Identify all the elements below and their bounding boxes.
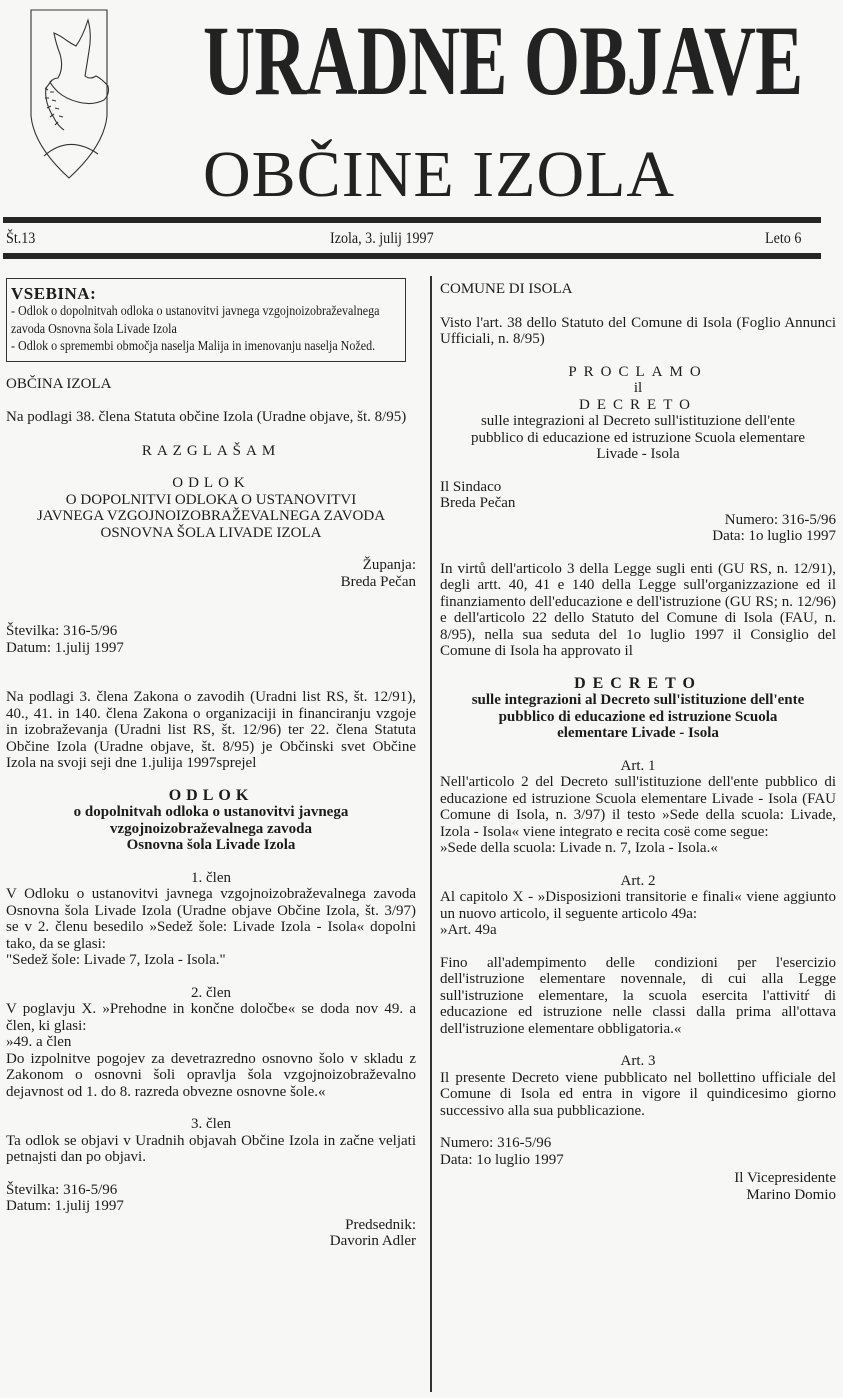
contents-box [6,278,406,362]
preamble-paragraph: Na podlagi 3. člena Zakona o zavodih (Uradni list RS, št. 12/91), 40., 41. in 140. člena Zakona o organizaciji in financiranju vzgoje in izobraževanja (Uradni list RS, št. 12/96) ter 22. člena Statuta Občine Izola (Uradne objave, št. 8/95) je Občinski svet Občine Izola na svoji seji dne 1.julija 1997sprejel [6,689,416,771]
decreto-title-line: Livade - Isola [596,446,680,462]
article-heading: 3. člen [191,1116,231,1132]
reference-number: Numero: 316-5/96 [440,1135,552,1151]
odlok2-title-line: vzgojnoizobraževalnega zavoda [109,820,313,837]
decreto2-title-line: pubblico di educazione ed istruzione Scuola [498,708,778,725]
article-text: Nell'articolo 2 del Decreto sull'istituzione dell'ente pubblico di educazione ed istruzione Scuola elementare Livade - Isola (FAU Comune di Isola, n. 3/97) il testo »Sede della scuola: Livade, Izola - Isola« viene integrato e recita cosë come segue: [440,774,836,840]
proclaim-heading: RAZGLAŠAM [141,442,281,459]
decreto2-heading: DECRETO [574,674,702,692]
article-heading: Art. 3 [620,1053,656,1069]
signatory-role: Il Sindaco [440,478,502,495]
intro-paragraph: Visto l'art. 38 dello Statuto del Comune di Isola (Foglio Annunci Ufficiali, n. 8/95) [440,314,836,347]
reference-number: Numero: 316-5/96 [724,511,836,528]
issue-year: Leto 6 [765,230,802,247]
proclaim-connector: il [633,380,643,396]
masthead-rule-bottom [3,253,821,259]
reference-date: Datum: 1.julij 1997 [6,1198,124,1214]
decreto2-title-line: elementare Livade - Isola [557,725,719,741]
odlok-heading: ODLOK [172,475,250,491]
article-body: Fino all'adempimento delle condizioni per l'esercizio dell'istruzione elementare novennale, di cui alla Legge sull'istruzione elementare, la scuola esercita l'attivitŕ di educazione ed istruzione nelle classi dalla prima all'ottava dell'istruzione elementare obbligatoria.« [440,954,836,1037]
signatory-name: Marino Domio [746,1186,836,1203]
intro-paragraph: Na podlagi 38. člena Statuta občine Izola (Uradne objave, št. 8/95) [6,409,407,425]
dove-with-olive-branch-coat-of-arms-icon [28,6,110,182]
issue-number: Št.13 [6,230,36,247]
contents-item: zavoda Osnovna šola Livade Izola [11,321,177,337]
signatory-name: Davorin Adler [329,1233,416,1249]
decreto-heading: DECRETO [579,396,697,413]
article-heading: Art. 2 [620,872,656,889]
decreto-title-line: pubblico di educazione ed istruzione Scuola elementare [470,429,806,446]
article-subheading: »49. a člen [6,1034,72,1050]
article-subheading: »Art. 49a [440,922,497,938]
reference-number: Številka: 316-5/96 [6,623,118,639]
odlok-title-line: OSNOVNA ŠOLA LIVADE IZOLA [100,524,322,541]
municipality-heading: OBČINA IZOLA [6,375,112,392]
reference-date: Data: 1o luglio 1997 [440,1151,564,1168]
right-column [440,278,836,1203]
signatory-role: Županja: [362,557,416,573]
article-body: Do izpolnitve pogojev za devetrazredno osnovno šolo v skladu z Zakonom o osnovni šoli opravlja šola vzgojnoizobraževalno dejavnost od 1. do 8. razreda obvezne osnovne šole.« [6,1050,416,1100]
article-text: Il presente Decreto viene pubblicato nel bollettino ufficiale del Comune di Isola ed entra in vigore il quindicesimo giorno successivo alla sua pubblicazione. [440,1069,836,1119]
signatory-name: Breda Pečan [340,573,416,590]
decreto2-title-line: sulle integrazioni al Decreto sull'istituzione dell'ente [471,692,805,708]
article-text: V poglavju X. »Prehodne in končne določbe« se doda nov 49. a člen, ki glasi: [6,1001,416,1034]
masthead-rule-top [3,217,821,223]
contents-item: - Odlok o spremembi območja naselja Malija in imenovanju naselja Nožed. [11,339,376,354]
article-heading: 2. člen [191,984,231,1001]
decreto-title-line: sulle integrazioni al Decreto sull'istituzione dell'ente [480,413,796,429]
signatory-name: Breda Pečan [440,495,516,511]
odlok2-title-line: Osnovna šola Livade Izola [126,837,296,853]
odlok-title-line: O DOPOLNITVI ODLOKA O USTANOVITVI [65,491,357,508]
publication-title: URADNE OBJAVE [203,5,803,116]
preamble-paragraph: In virtů dell'articolo 3 della Legge sugli enti (GU RS, n. 12/91), degli artt. 40, 41 e 140 della Legge sull'organizzazione ed il finanziamento dell'educazione e dell'istruzione (GU RS; n. 12/96) e dell'articolo 22 dello Statuto del Comune di Isola (FAU, n. 8/95), nella sua seduta del 1o luglio 1997 il Consiglio del Comune di Isola ha approvato il [440,560,836,659]
article-quote: »Sede della scuola: Livade n. 7, Izola - Isola.« [440,840,718,856]
proclaim-heading: PROCLAMO [568,363,708,380]
article-heading: Art. 1 [620,757,656,774]
odlok2-title-line: o dopolnitvah odloka o ustanovitvi javnega [73,804,349,820]
municipality-heading: COMUNE DI ISOLA [440,281,573,297]
article-heading: 1. člen [191,869,231,886]
signatory-role: Predsednik: [345,1216,416,1233]
issue-date: Izola, 3. julij 1997 [330,230,434,247]
article-text: Ta odlok se objavi v Uradnih objavah Občine Izola in začne veljati petnajsti dan po objavi. [6,1132,416,1165]
reference-date: Data: 1o luglio 1997 [712,528,836,544]
left-column [6,278,416,1250]
article-quote: "Sedež šole: Livade 7, Izola - Isola." [6,952,226,968]
column-divider [430,276,432,1392]
odlok-title-line: JAVNEGA VZGOJNOIZOBRAŽEVALNEGA ZAVODA [36,508,386,524]
reference-number: Številka: 316-5/96 [6,1181,118,1198]
odlok2-heading: ODLOK [168,786,254,804]
contents-item: - Odlok o dopolnitvah odloka o ustanovitvi javnega vzgojnoizobraževalnega [11,304,380,319]
publication-subtitle: OBČINE IZOLA [203,138,676,211]
contents-title: VSEBINA: [11,284,97,303]
signatory-role: Il Vicepresidente [734,1170,836,1186]
article-text: V Odloku o ustanovitvi javnega vzgojnoizobraževalnega zavoda Osnovna šola Livade Izola (Uradne objave Občine Izola, št. 3/97) se v 2. členu besedilo »Sedež šole: Livade Izola - Isola« dopolni tako, da se glasi: [6,886,416,952]
reference-date: Datum: 1.julij 1997 [6,639,124,656]
article-text: Al capitolo X - »Disposizioni transitorie e finali« viene aggiunto un nuovo articolo, il seguente articolo 49a: [440,889,836,922]
